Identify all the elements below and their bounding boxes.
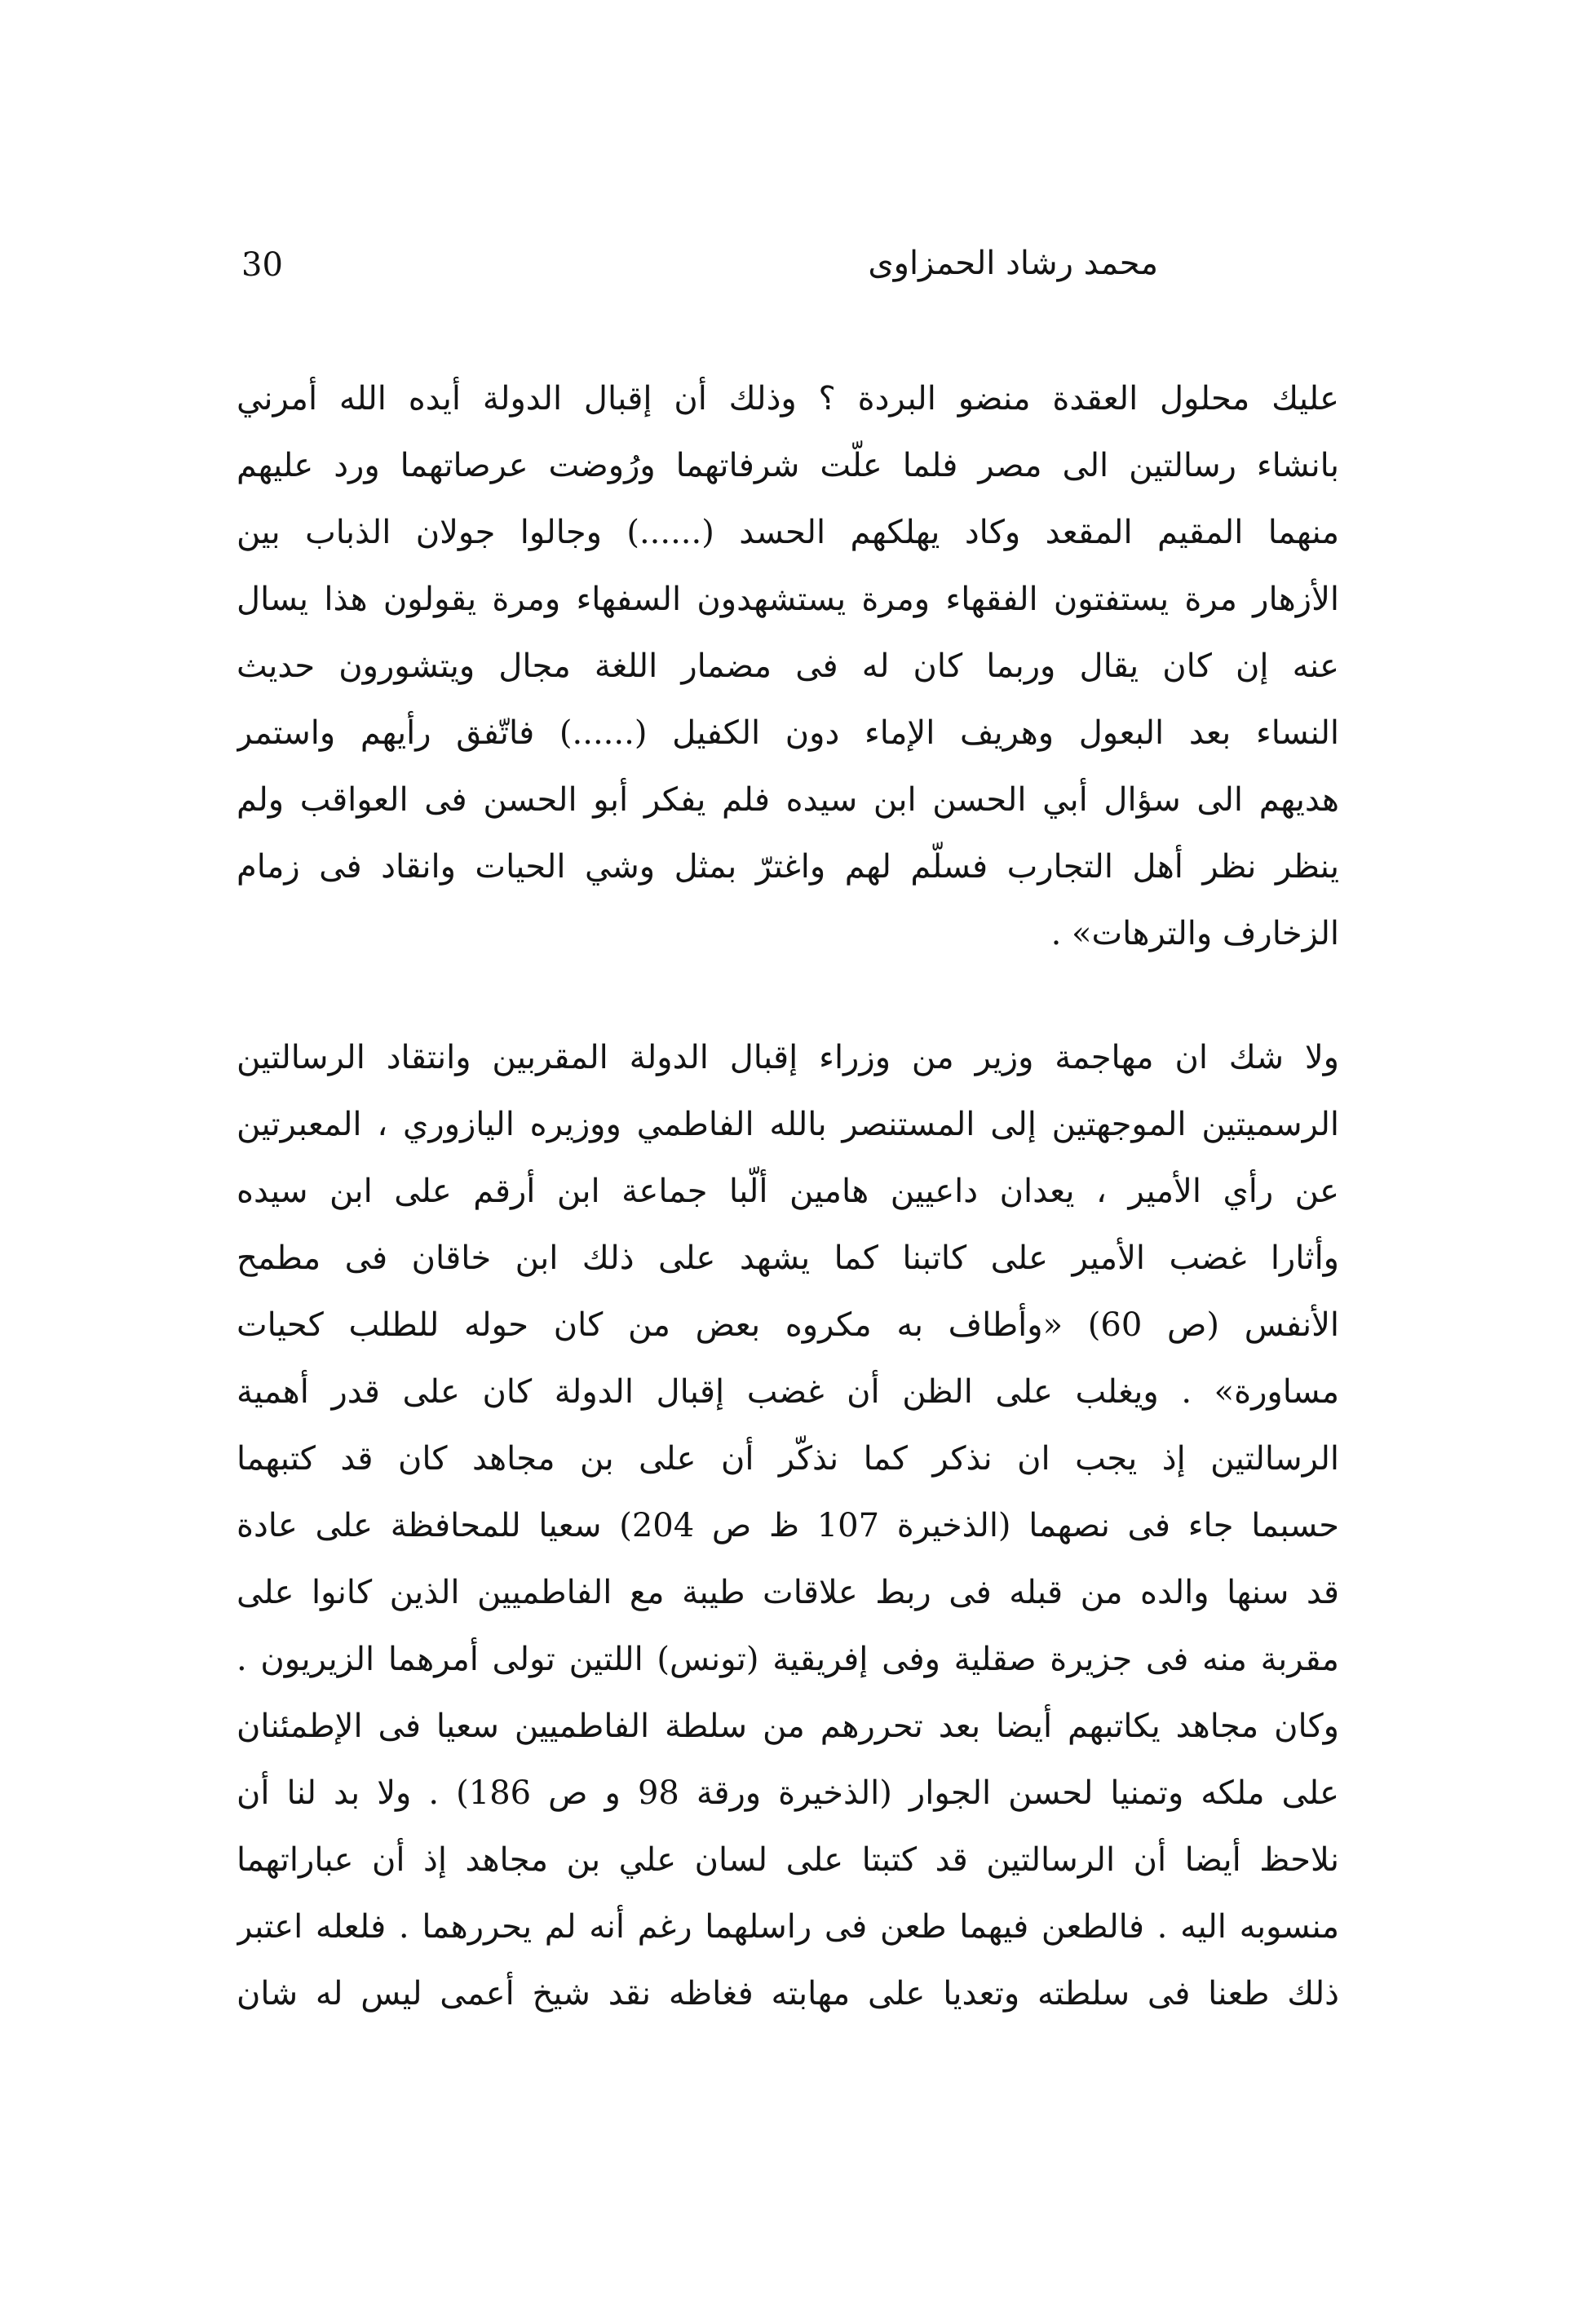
page-number: 30 [241,246,283,284]
paragraph-2 [237,1024,1339,2027]
text-line: قد سنها والده من قبله فى ربط علاقات طيبة مع الفاطميين الذين كانوا على [237,1574,1339,1611]
text-line: ذلك طعنا فى سلطته وتعديا على مهابته فغاظه نقد شيخ أعمى ليس له شان [237,1975,1339,2013]
text-line: بانشاء رسالتين الى مصر فلما علّت شرفاتهما ورُوضت عرصاتهما ورد عليهم [237,447,1339,484]
text-line: عنه إن كان يقال وربما كان له فى مضمار اللغة مجال ويتشورون حديث [237,647,1339,685]
text-line: هديهم الى سؤال أبي الحسن ابن سيده فلم يفكر أبو الحسن فى العواقب ولم [237,781,1339,819]
text-line: الرسميتين الموجهتين إلى المستنصر بالله الفاطمي ووزيره اليازوري ، المعبرتين [237,1106,1339,1143]
text-line: الأزهار مرة يستفتون الفقهاء ومرة يستشهدون السفهاء ومرة يقولون هذا يسال [237,581,1339,618]
text-line: ولا شك ان مهاجمة وزير من وزراء إقبال الدولة المقربين وانتقاد الرسالتين [237,1039,1339,1076]
text-line: عليك محلول العقدة منضو البردة ؟ وذلك أن إقبال الدولة أيده الله أمرني [237,380,1339,418]
text-line: وأثارا غضب الأمير على كاتبنا كما يشهد على ذلك ابن خاقان فى مطمح [237,1239,1339,1277]
text-line: الرسالتين إذ يجب ان نذكر كما نذكّر أن على بن مجاهد كان قد كتبهما [237,1440,1339,1478]
text-line: نلاحظ أيضا أن الرسالتين قد كتبتا على لسان علي بن مجاهد إذ أن عباراتهما [237,1841,1339,1879]
paragraph-spacing [237,967,1339,1024]
text-line: مساورة» . ويغلب على الظن أن غضب إقبال الدولة كان على قدر أهمية [237,1373,1339,1411]
running-header [241,238,1338,295]
text-line: حسبما جاء فى نصهما (الذخيرة 107 ظ ص 204) سعيا للمحافظة على عادة [237,1507,1339,1544]
paragraph-1 [237,365,1339,967]
text-line: منهما المقيم المقعد وكاد يهلكهم الحسد (......) وجالوا جولان الذباب بين [237,514,1339,551]
text-line: ينظر نظر أهل التجارب فسلّم لهم واغترّ بمثل وشي الحيات وانقاد فى زمام [237,848,1339,886]
body-text [237,365,1339,2027]
text-line: على ملكه وتمنيا لحسن الجوار (الذخيرة ورقة 98 و ص 186) . ولا بد لنا أن [237,1774,1339,1812]
text-line: النساء بعد البعول وهريف الإماء دون الكفيل (......) فاتّفق رأيهم واستمر [237,714,1339,752]
text-line: الزخارف والترهات» . [1050,915,1339,952]
text-line: وكان مجاهد يكاتبهم أيضا بعد تحررهم من سلطة الفاطميين سعيا فى الإطمئنان [237,1708,1339,1745]
text-line: مقربة منه فى جزيرة صقلية وفى إفريقية (تونس) اللتين تولى أمرهما الزيريون . [237,1641,1339,1678]
text-line: عن رأي الأمير ، يعدان داعيين هامين ألّبا جماعة ابن أرقم على ابن سيده [237,1173,1339,1210]
author-name-header: محمد رشاد الحمزاوى [868,245,1158,282]
text-line: الأنفس (ص 60) «وأطاف به مكروه بعض من كان حوله للطلب كحيات [237,1306,1339,1344]
text-line: منسوبه اليه . فالطعن فيهما طعن فى راسلهما رغم أنه لم يحررهما . فلعله اعتبر [237,1908,1339,1946]
